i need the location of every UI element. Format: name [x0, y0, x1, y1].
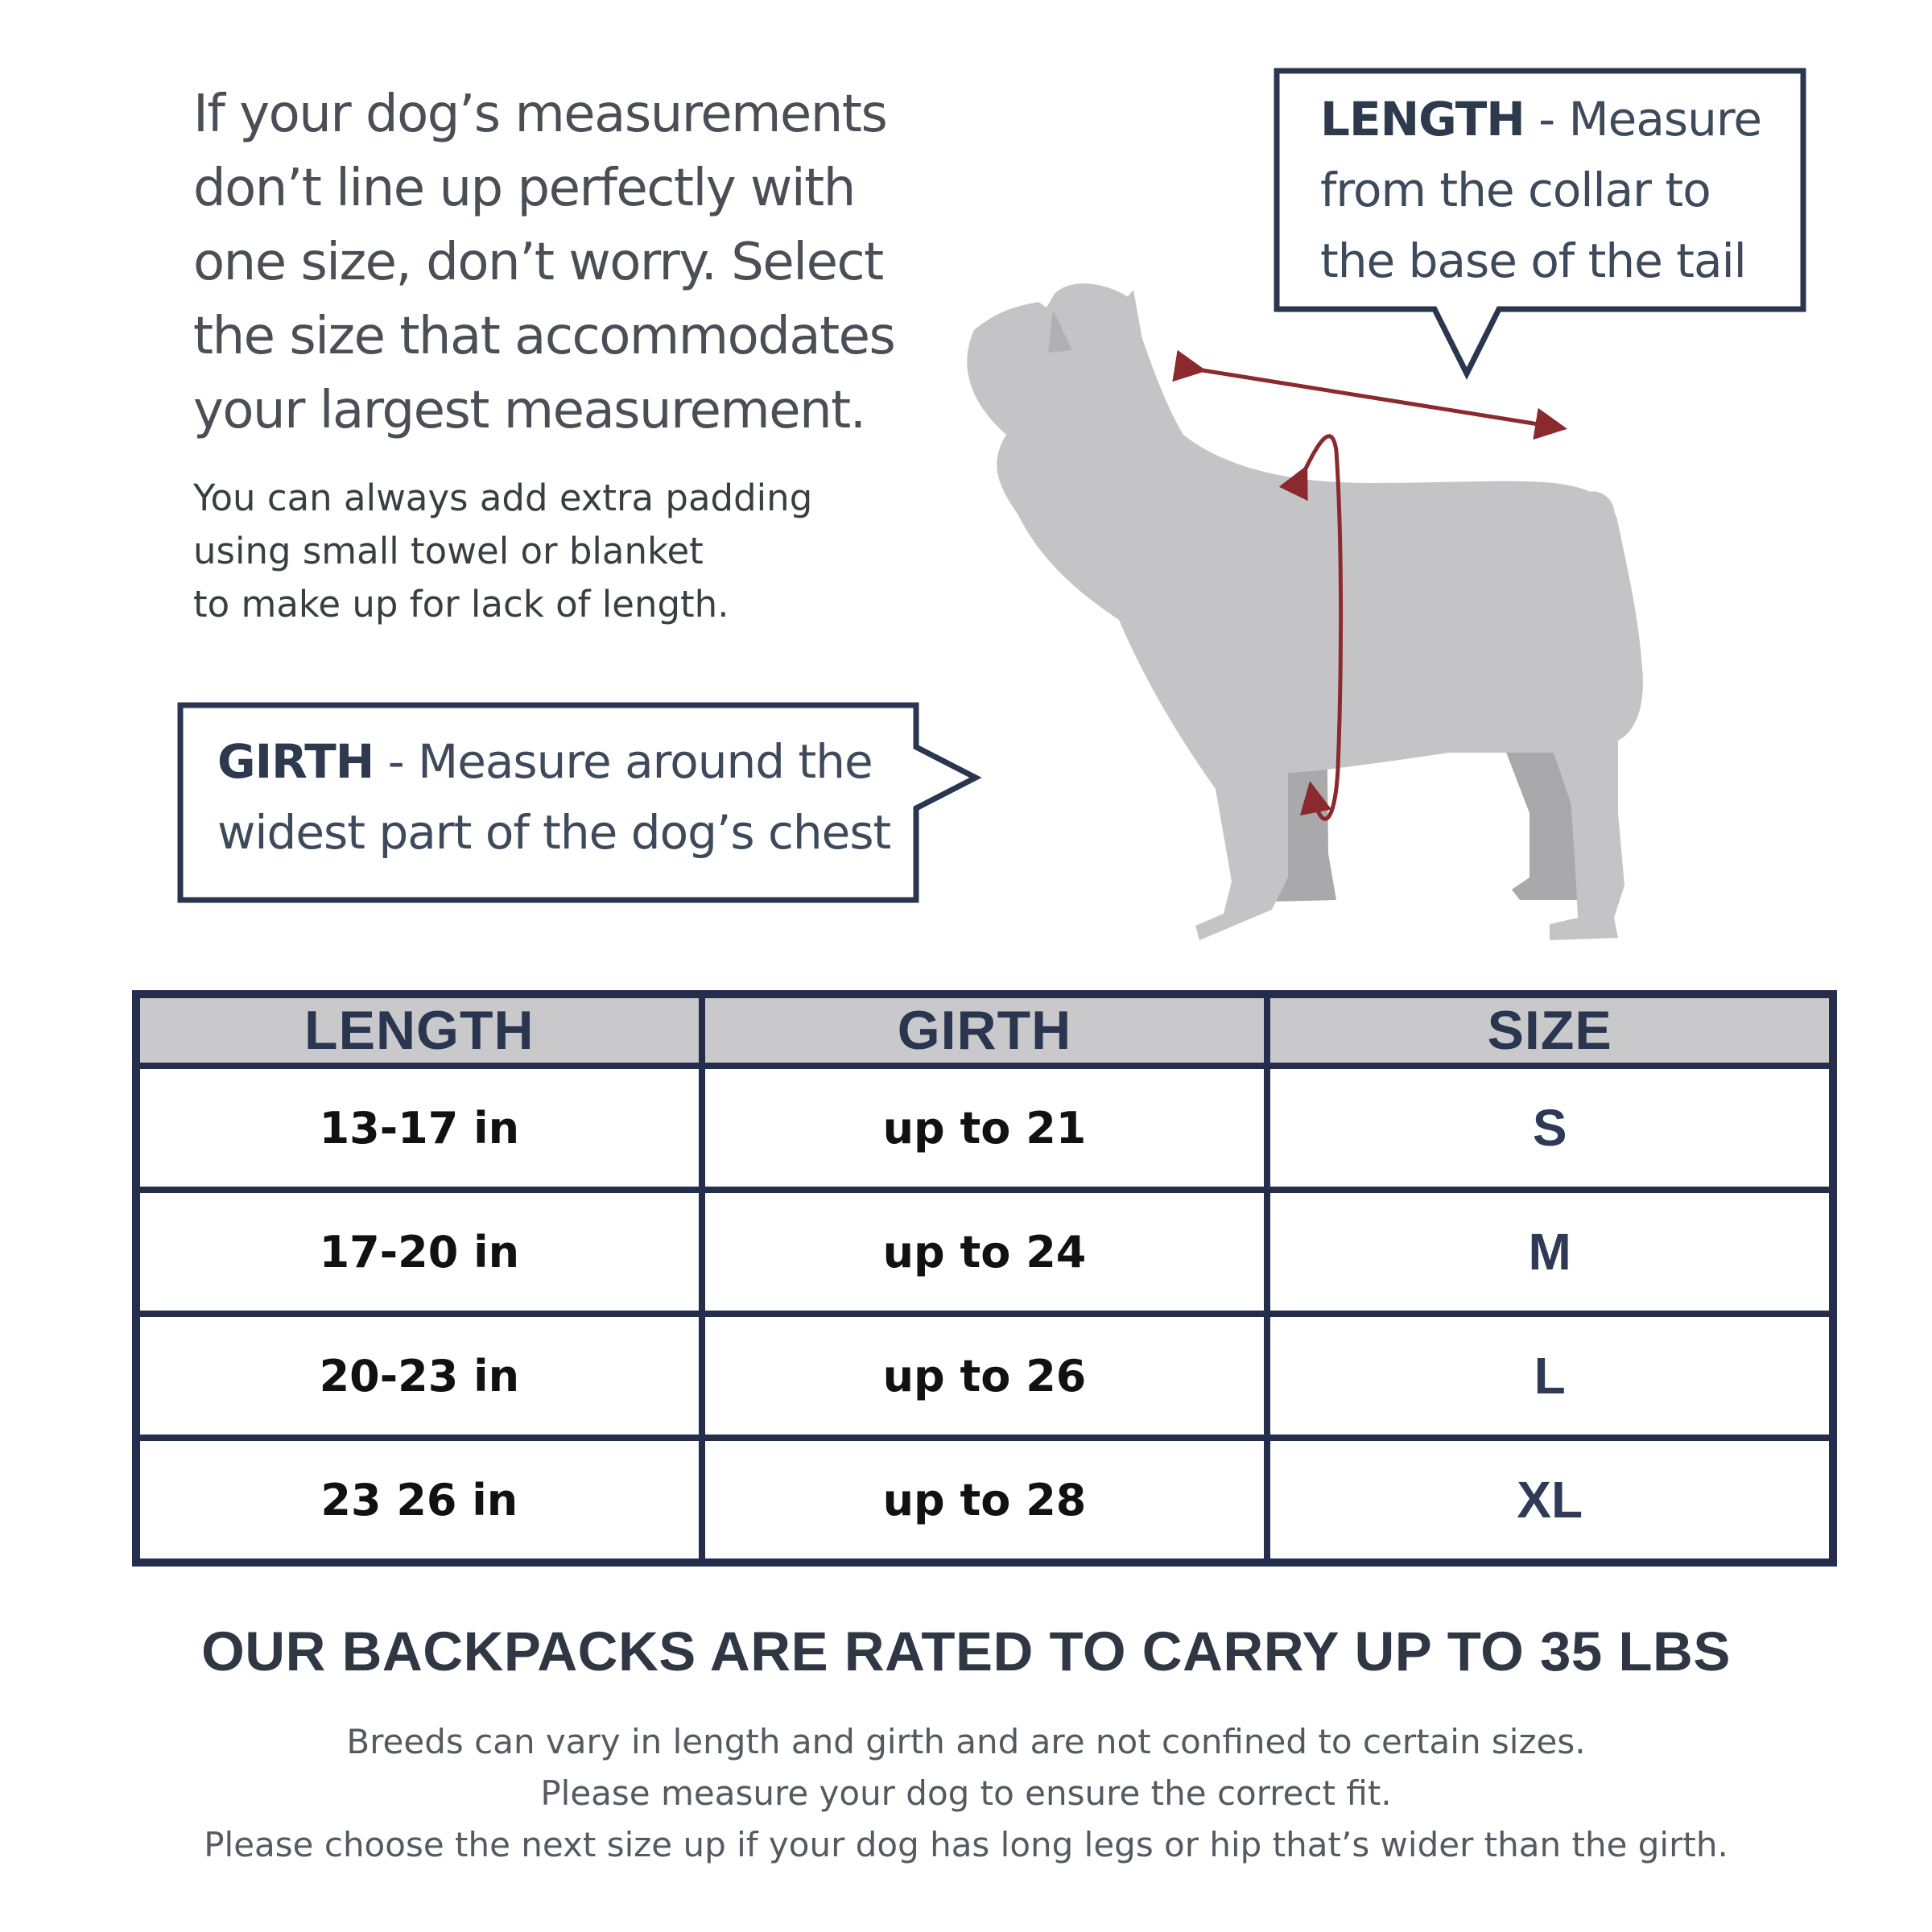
size-cell: XL	[1267, 1438, 1833, 1563]
size-cell: S	[1267, 1066, 1833, 1190]
girth-cell: up to 24	[702, 1190, 1268, 1314]
padding-note-line: using small towel or blanket	[193, 530, 704, 572]
length-cell: 13-17 in	[136, 1066, 702, 1190]
table-header-row	[136, 994, 1833, 1066]
intro-line: one size, don’t worry. Select	[193, 233, 883, 292]
padding-note	[193, 472, 918, 631]
capacity-rating-heading: OUR BACKPACKS ARE RATED TO CARRY UP TO 35 LBS	[201, 1620, 1731, 1682]
table-row	[136, 1066, 1833, 1190]
girth-cell: up to 28	[702, 1438, 1268, 1563]
padding-note-line: You can always add extra padding	[193, 477, 813, 519]
dog-silhouette	[967, 283, 1643, 940]
footnote-line: Please measure your dog to ensure the correct fit.	[540, 1773, 1392, 1813]
length-cell: 23 26 in	[136, 1438, 702, 1563]
length-callout-line3: the base of the tail	[1320, 233, 1746, 288]
footnote	[0, 1716, 1932, 1871]
girth-callout-line1: - Measure around the	[374, 734, 873, 789]
header-girth: GIRTH	[702, 994, 1268, 1066]
intro-line: If your dog’s measurements	[193, 85, 887, 144]
girth-cell: up to 26	[702, 1314, 1268, 1438]
size-cell: M	[1267, 1190, 1833, 1314]
girth-callout-text	[217, 726, 890, 868]
table-row	[136, 1190, 1833, 1314]
table-row	[136, 1438, 1833, 1563]
padding-note-line: to make up for lack of length.	[193, 583, 729, 625]
length-callout-line2: from the collar to	[1320, 163, 1711, 217]
girth-callout-line2: widest part of the dog’s chest	[217, 805, 891, 860]
table-row	[136, 1314, 1833, 1438]
intro-line: your largest measurement.	[193, 381, 865, 440]
length-cell: 20-23 in	[136, 1314, 702, 1438]
girth-callout-term: GIRTH	[217, 734, 374, 789]
footnote-line: Please choose the next size up if your dog has long legs or hip that’s wider than the girth.	[204, 1825, 1728, 1864]
length-cell: 17-20 in	[136, 1190, 702, 1314]
size-cell: L	[1267, 1314, 1833, 1438]
intro-paragraph	[193, 77, 918, 448]
intro-line: don’t line up perfectly with	[193, 159, 855, 218]
length-callout-text	[1320, 84, 1761, 296]
intro-line: the size that accommodates	[193, 307, 895, 366]
length-callout-term: LENGTH	[1320, 92, 1525, 147]
length-callout-line1: - Measure	[1524, 92, 1762, 147]
girth-cell: up to 21	[702, 1066, 1268, 1190]
footnote-line: Breeds can vary in length and girth and are not confined to certain sizes.	[346, 1722, 1586, 1761]
size-chart-table	[132, 990, 1837, 1567]
header-length: LENGTH	[136, 994, 702, 1066]
header-size: SIZE	[1267, 994, 1833, 1066]
length-arrow	[1203, 370, 1563, 428]
